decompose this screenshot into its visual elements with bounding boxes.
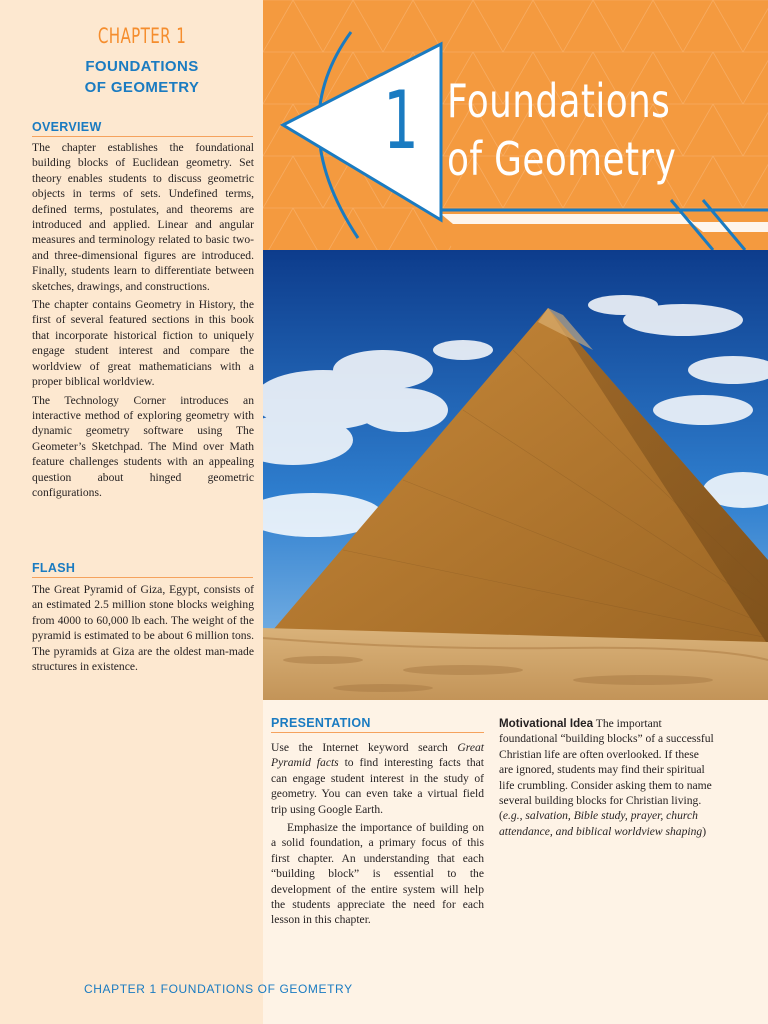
motivational-text: The important foundational “building blocks” of a successful Christian life are often overlooked. If these are ignored, students may find their spiritual life crumbling. Consider asking them to name several building blocks for Christian living. (: [499, 717, 714, 823]
motivational-examples: e.g., salvation, Bible study, prayer, church attendance, and biblical worldview shaping: [499, 809, 703, 838]
presentation-paragraph-2: Emphasize the importance of building on a solid foundation, a primary focus of this first chapter. An understanding that each “building block” is essential to the development of the entire system will help the students appreciate the need for each lesson in this chapter.: [271, 821, 484, 927]
motivational-idea: [499, 716, 714, 839]
presentation-paragraph-1: [271, 740, 484, 817]
pyramid-photo: [263, 250, 768, 700]
chapter-banner: [263, 0, 768, 250]
page-footer: CHAPTER 1 FOUNDATIONS OF GEOMETRY: [84, 982, 353, 996]
banner-title-line1: Foundations: [447, 74, 671, 128]
overview-paragraph: The chapter contains Geometry in History, the first of several featured sections in this book that incorporate historical fiction to uniquely engage student interest and compare the worldview of great mathematicians with a proper biblical worldview.: [32, 298, 254, 389]
flash-heading: FLASH: [32, 561, 253, 578]
overview-body: [32, 140, 254, 503]
overview-paragraph: The chapter establishes the foundational building blocks of Euclidean geometry. Set theory enables students to discuss geometric objects in terms of sets. Undefined terms, defined terms, postulates, and theorems are introduced and applied. Linear and angular measures and terminology related to basic two- and three-dimensional figures are introduced. Finally, students learn to differentiate between sketches, drawings, and constructions.: [32, 141, 254, 293]
banner-title-line2: of Geometry: [447, 132, 677, 186]
chapter-title: [0, 56, 284, 98]
flash-body: [32, 582, 254, 677]
presentation-body: [271, 740, 484, 931]
presentation-keyword: Great Pyramid facts: [271, 741, 484, 770]
chapter-label: CHAPTER 1: [97, 24, 187, 48]
chapter-number: 1: [383, 74, 419, 167]
flash-text: The Great Pyramid of Giza, Egypt, consists of an estimated 2.5 million stone blocks weighing from 4000 to 60,000 lb each. The weight of the pyramid is estimated to be about 6 million tons. The pyramids at Giza are the oldest man-made structures in existence.: [32, 583, 254, 674]
chapter-title-line1: FOUNDATIONS: [85, 58, 199, 75]
pyramid-illustration: [263, 250, 768, 700]
motivational-close: ): [702, 824, 707, 838]
motivational-label: Motivational Idea: [499, 717, 594, 730]
presentation-text: to find interesting facts that can engage student interest in the study of geometry. You can even take a virtual field trip using Google Earth.: [271, 756, 484, 816]
overview-paragraph: The Technology Corner introduces an interactive method of exploring geometry with dynamic geometry software using The Geometer’s Sketchpad. The Mind over Math feature challenges students with an appealing question about hinged geometric configurations.: [32, 393, 254, 499]
chapter-title-line2: OF GEOMETRY: [84, 79, 200, 96]
banner-title: [447, 72, 681, 188]
overview-heading: OVERVIEW: [32, 120, 253, 137]
presentation-text: Use the Internet keyword search: [271, 741, 458, 754]
presentation-heading: PRESENTATION: [271, 716, 484, 733]
